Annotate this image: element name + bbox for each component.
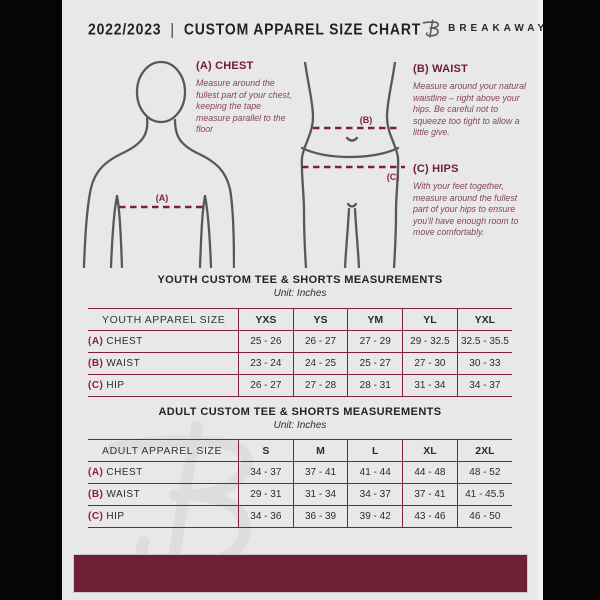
measure-value: 26 - 27 bbox=[293, 331, 348, 353]
youth-section-title: YOUTH CUSTOM TEE & SHORTS MEASUREMENTS bbox=[157, 274, 443, 286]
measure-value: 29 - 32.5 bbox=[403, 331, 458, 353]
adult-section-title: ADULT CUSTOM TEE & SHORTS MEASUREMENTS bbox=[158, 406, 442, 418]
hips-body-text: With your feet together, measure around the fullest part of your hips to ensure you'll have enough room to move comfortably. bbox=[413, 181, 519, 238]
measure-value: 46 - 50 bbox=[457, 506, 512, 528]
measure-value: 29 - 31 bbox=[239, 484, 294, 506]
measure-row-label: (C) HIP bbox=[88, 506, 239, 528]
measure-row-label: (B) WAIST bbox=[88, 353, 239, 375]
measure-value: 26 - 27 bbox=[239, 375, 294, 397]
measure-value: 25 - 27 bbox=[348, 353, 403, 375]
table-row bbox=[88, 462, 512, 484]
measure-value: 39 - 42 bbox=[348, 506, 403, 528]
adult-size-column-header: ADULT APPAREL SIZE bbox=[88, 440, 239, 462]
size-header: YM bbox=[348, 309, 403, 331]
measure-value: 34 - 37 bbox=[239, 462, 294, 484]
youth-unit-label: Unit: Inches bbox=[273, 288, 327, 299]
measure-value: 31 - 34 bbox=[293, 484, 348, 506]
measure-row-label: (C) HIP bbox=[88, 375, 239, 397]
adult-size-table bbox=[88, 439, 512, 528]
page-title bbox=[88, 20, 421, 38]
hips-line-label: (C) bbox=[386, 172, 400, 182]
measure-value: 30 - 33 bbox=[457, 353, 512, 375]
size-chart-page bbox=[62, 0, 549, 600]
size-header: YXS bbox=[239, 309, 294, 331]
hips-instructions bbox=[413, 163, 529, 239]
youth-size-table bbox=[88, 308, 512, 397]
brand-name: BREAKAWAY bbox=[448, 23, 549, 34]
measure-value: 23 - 24 bbox=[239, 353, 294, 375]
measure-row-label: (A) CHEST bbox=[88, 462, 239, 484]
chest-instructions bbox=[196, 60, 292, 136]
chest-body-text: Measure around the fullest part of your chest, keeping the tape measure parallel to the floor bbox=[196, 78, 292, 135]
page-header bbox=[88, 18, 549, 39]
size-header: YS bbox=[293, 309, 348, 331]
size-header: S bbox=[239, 440, 294, 462]
measure-value: 37 - 41 bbox=[293, 462, 348, 484]
measure-value: 34 - 37 bbox=[348, 484, 403, 506]
measure-value: 43 - 46 bbox=[403, 506, 458, 528]
brand-lockup bbox=[421, 18, 548, 39]
waist-heading: (B) WAIST bbox=[413, 63, 468, 75]
measure-value: 36 - 39 bbox=[293, 506, 348, 528]
size-header: YL bbox=[403, 309, 458, 331]
table-row bbox=[88, 353, 512, 375]
waist-body-text: Measure around your natural waistline – right above your hips. Be careful not to squeeze too tight to allow a little give. bbox=[413, 81, 526, 138]
lower-body-diagram bbox=[292, 62, 408, 268]
measure-value: 44 - 48 bbox=[403, 462, 458, 484]
hips-heading: (C) HIPS bbox=[413, 163, 459, 175]
measure-value: 24 - 25 bbox=[293, 353, 348, 375]
footer-accent-bar bbox=[73, 554, 528, 593]
table-row bbox=[88, 506, 512, 528]
measure-value: 25 - 26 bbox=[239, 331, 294, 353]
chart-title: CUSTOM APPAREL SIZE CHART bbox=[183, 19, 422, 38]
adult-header-row bbox=[88, 440, 512, 462]
title-separator: | bbox=[170, 19, 175, 38]
measure-value: 31 - 34 bbox=[403, 375, 458, 397]
table-row bbox=[88, 484, 512, 506]
measure-value: 48 - 52 bbox=[457, 462, 512, 484]
size-header: 2XL bbox=[457, 440, 512, 462]
measure-value: 41 - 44 bbox=[348, 462, 403, 484]
measure-value: 27 - 28 bbox=[293, 375, 348, 397]
measure-value: 41 - 45.5 bbox=[457, 484, 512, 506]
size-header: YXL bbox=[457, 309, 512, 331]
measure-value: 27 - 30 bbox=[403, 353, 458, 375]
waist-instructions bbox=[413, 63, 529, 139]
size-header: XL bbox=[403, 440, 458, 462]
measure-row-label: (B) WAIST bbox=[88, 484, 239, 506]
chest-heading: (A) CHEST bbox=[196, 60, 254, 72]
size-header: M bbox=[293, 440, 348, 462]
table-row bbox=[88, 331, 512, 353]
adult-unit-label: Unit: Inches bbox=[273, 420, 327, 431]
measure-value: 32.5 - 35.5 bbox=[457, 331, 512, 353]
waist-line-label: (B) bbox=[359, 115, 373, 125]
size-header: L bbox=[348, 440, 403, 462]
measure-value: 28 - 31 bbox=[348, 375, 403, 397]
season-label: 2022/2023 bbox=[88, 19, 162, 38]
youth-size-column-header: YOUTH APPAREL SIZE bbox=[88, 309, 239, 331]
measure-value: 34 - 36 bbox=[239, 506, 294, 528]
measure-value: 27 - 29 bbox=[348, 331, 403, 353]
table-row bbox=[88, 375, 512, 397]
youth-header-row bbox=[88, 309, 512, 331]
measure-value: 37 - 41 bbox=[403, 484, 458, 506]
navel-mark bbox=[347, 138, 357, 141]
chest-line-label: (A) bbox=[155, 193, 169, 203]
measure-value: 34 - 37 bbox=[457, 375, 512, 397]
measure-row-label: (A) CHEST bbox=[88, 331, 239, 353]
breakaway-logo-icon bbox=[421, 18, 442, 39]
